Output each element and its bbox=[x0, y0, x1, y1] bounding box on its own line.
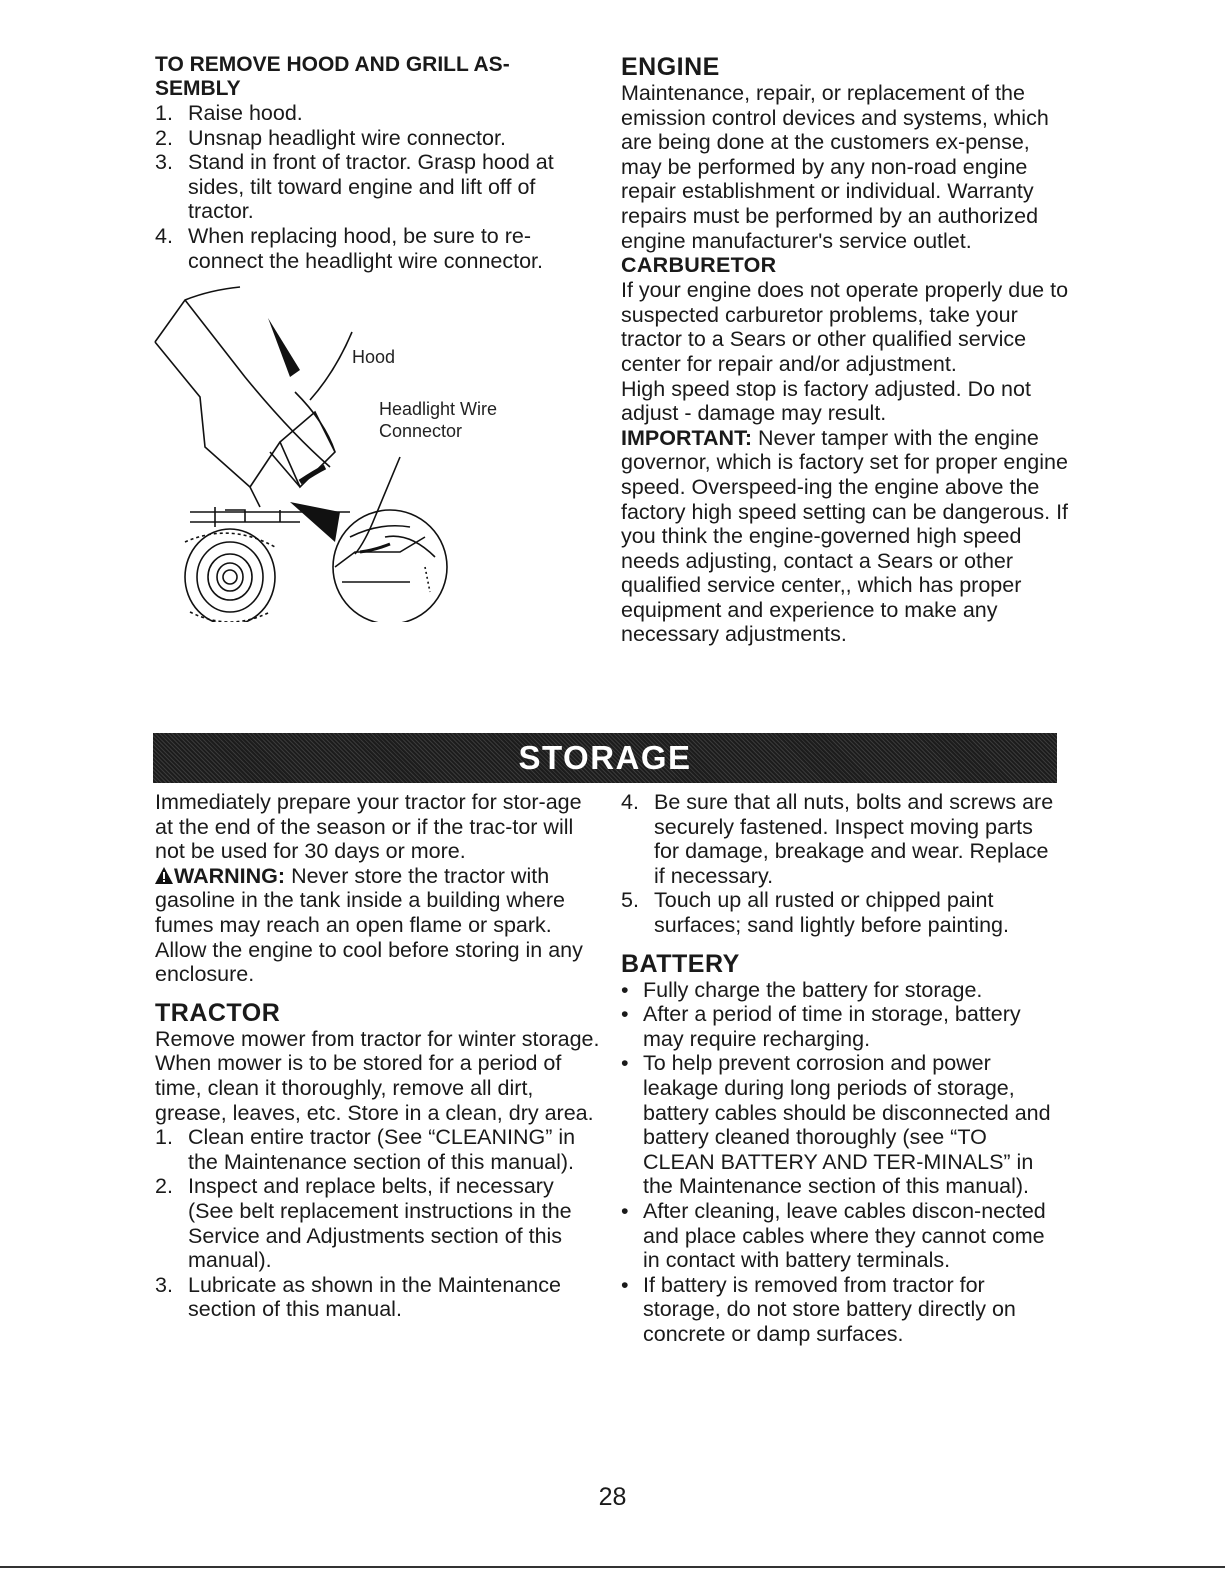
connector-label-line2: Connector bbox=[379, 421, 463, 441]
tractor-steps-list bbox=[155, 1125, 600, 1322]
bullet-text: To help prevent corrosion and power leakage during long periods of storage, battery cables should be disconnected and battery cleaned thoroughly (see “TO CLEAN BATTERY AND TER-MINALS” in the Maintenance section of this manual). bbox=[643, 1051, 1051, 1199]
list-item bbox=[155, 101, 595, 126]
step-number: 2. bbox=[155, 125, 173, 150]
list-item bbox=[155, 1125, 600, 1174]
engine-body: Maintenance, repair, or replacement of the emission control devices and systems, which are being done at the customers ex-pense, may be performed by any non-road engine repair establishment or individual. Warranty repairs must be performed by an authorized engine manufacturer's service outlet. bbox=[621, 81, 1049, 253]
storage-warning bbox=[155, 864, 600, 987]
bullet: • bbox=[621, 1272, 629, 1297]
hood-leader-line bbox=[310, 332, 352, 400]
bullet: • bbox=[621, 1051, 629, 1076]
step-number: 3. bbox=[155, 1272, 173, 1297]
step-number: 1. bbox=[155, 101, 173, 125]
engine-section bbox=[621, 53, 1071, 647]
step-text: Lubricate as shown in the Maintenance section of this manual. bbox=[188, 1272, 561, 1322]
wheel-outline bbox=[185, 529, 275, 622]
bullet: • bbox=[621, 1002, 629, 1027]
connector-leader-line bbox=[355, 457, 400, 554]
carburetor-body-1: If your engine does not operate properly due to suspected carburetor problems, take your tractor to a Sears or other qualified service center for repair and/or adjustment. bbox=[621, 278, 1069, 376]
important-text: Never tamper with the engine governor, which is factory set for proper engine speed. Overspeed-ing the engine above the factory high speed setting can be dangerous. If you think the engine-governed high speed needs adjusting, contact a Sears or other qualified service center,, which has proper equipment and experience to make any necessary adjustments. bbox=[621, 425, 1069, 647]
hood-heading-line1: TO REMOVE HOOD AND GRILL AS- bbox=[155, 53, 510, 76]
step-number: 2. bbox=[155, 1174, 173, 1199]
engine-heading: ENGINE bbox=[621, 53, 720, 81]
tractor-heading: TRACTOR bbox=[155, 998, 281, 1027]
headlight-wire bbox=[300, 467, 325, 482]
bullet: • bbox=[621, 1198, 629, 1223]
hood-removal-section bbox=[155, 53, 595, 273]
step-text: Raise hood. bbox=[188, 101, 303, 125]
important-label: IMPORTANT: bbox=[621, 425, 752, 450]
step-text: Inspect and replace belts, if necessary (See belt replacement instructions in the Service and Adjustments section of this manual). bbox=[188, 1174, 572, 1273]
list-item bbox=[155, 150, 595, 224]
hood-heading-line2: SEMBLY bbox=[155, 77, 241, 100]
step-text: Touch up all rusted or chipped paint surfaces; sand lightly before painting. bbox=[654, 888, 1009, 937]
storage-left-column bbox=[155, 790, 600, 1322]
step-text: Clean entire tractor (See “CLEANING” in the Maintenance section of this manual). bbox=[188, 1125, 576, 1174]
step-number: 4. bbox=[155, 223, 173, 248]
step-number: 4. bbox=[621, 790, 639, 814]
list-item bbox=[621, 1051, 1061, 1199]
hood-side-edge bbox=[295, 392, 335, 452]
list-item bbox=[621, 1273, 1061, 1347]
hood-edge-highlight bbox=[268, 318, 300, 377]
list-item bbox=[621, 888, 1061, 937]
step-text: Be sure that all nuts, bolts and screws are securely fastened. Inspect moving parts for damage, breakage and wear. Replace if necessary. bbox=[654, 790, 1054, 888]
hood-label: Hood bbox=[352, 347, 396, 367]
list-item bbox=[621, 978, 1061, 1003]
battery-list bbox=[621, 978, 1061, 1347]
page-number: 28 bbox=[598, 1483, 627, 1511]
step-text: Stand in front of tractor. Grasp hood at sides, tilt toward engine and lift off of tractor. bbox=[188, 150, 554, 224]
hood-illustration bbox=[150, 282, 600, 622]
hood-removal-heading bbox=[155, 53, 595, 101]
warning-label: WARNING: bbox=[174, 863, 286, 888]
detail-magnifier-circle bbox=[333, 510, 447, 622]
step-number: 1. bbox=[155, 1125, 173, 1150]
connector-label-line1: Headlight Wire bbox=[379, 399, 498, 419]
storage-banner-title: STORAGE bbox=[518, 739, 692, 776]
step-number: 5. bbox=[621, 888, 639, 913]
bullet-text: After a period of time in storage, battery may require recharging. bbox=[643, 1002, 1021, 1051]
bullet: • bbox=[621, 977, 629, 1002]
list-item bbox=[155, 126, 595, 151]
tractor-body: Remove mower from tractor for winter storage. When mower is to be stored for a period of time, clean it thoroughly, remove all dirt, grease, leaves, etc. Store in a clean, dry area. bbox=[155, 1026, 600, 1125]
storage-intro: Immediately prepare your tractor for stor-age at the end of the season or if the trac-tor will not be used for 30 days or more. bbox=[155, 790, 582, 864]
list-item bbox=[621, 790, 1061, 888]
step-number: 3. bbox=[155, 150, 173, 175]
bottom-rule bbox=[0, 1566, 1225, 1568]
list-item bbox=[155, 1174, 600, 1272]
connector-label bbox=[379, 398, 497, 442]
list-item bbox=[155, 1273, 600, 1322]
bullet-text: After cleaning, leave cables discon-nected and place cables where they cannot come in contact with battery terminals. bbox=[643, 1198, 1046, 1273]
bullet-text: If battery is removed from tractor for storage, do not store battery directly on concrete or damp surfaces. bbox=[643, 1272, 1016, 1346]
list-item bbox=[621, 1002, 1061, 1051]
list-item bbox=[621, 1199, 1061, 1273]
battery-heading: BATTERY bbox=[621, 949, 740, 978]
list-item bbox=[155, 224, 595, 273]
step-text: Unsnap headlight wire connector. bbox=[188, 125, 506, 150]
bullet-text: Fully charge the battery for storage. bbox=[643, 977, 983, 1002]
carburetor-body-2: High speed stop is factory adjusted. Do not adjust - damage may result. bbox=[621, 376, 1031, 426]
hood-ridge bbox=[185, 300, 330, 467]
storage-banner bbox=[153, 733, 1057, 783]
warning-icon bbox=[155, 867, 173, 884]
step-text: When replacing hood, be sure to re-connect the headlight wire connector. bbox=[188, 223, 543, 273]
storage-right-column bbox=[621, 790, 1061, 1346]
hood-steps-list bbox=[155, 101, 595, 273]
hood-top-edge bbox=[155, 287, 240, 342]
warning-text: Never store the tractor with gasoline in the tank inside a building where fumes may reach an open flame or spark. Allow the engine to cool before storing in any enclosure. bbox=[155, 863, 583, 987]
tractor-steps-continued bbox=[621, 790, 1061, 938]
important-note bbox=[621, 426, 1071, 647]
hood-front-edge bbox=[155, 342, 260, 507]
tractor-hood-drawing bbox=[150, 282, 600, 622]
carburetor-heading: CARBURETOR bbox=[621, 253, 777, 278]
